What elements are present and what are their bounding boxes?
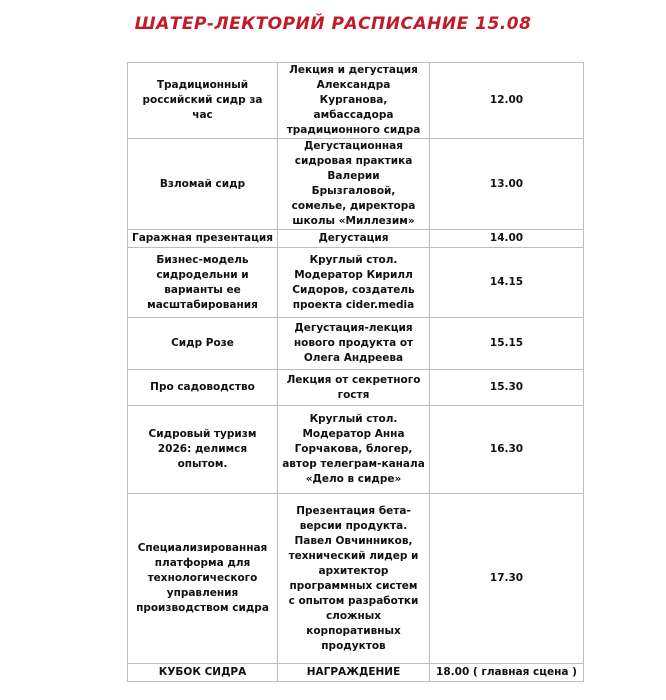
format-cell: Дегустация	[278, 230, 430, 248]
topic-cell: Бизнес-модель сидродельни и варианты ее масштабирования	[128, 248, 278, 318]
time-cell: 12.00	[430, 63, 584, 139]
format-cell: Круглый стол. Модератор Кирилл Сидоров, создатель проекта cider.media	[278, 248, 430, 318]
table-row	[128, 230, 584, 248]
time-cell: 18.00 ( главная сцена )	[430, 664, 584, 682]
format-cell: Дегустационная сидровая практика Валерии Брызгаловой, сомелье, директора школы «Миллезим»	[278, 139, 430, 230]
table-row	[128, 248, 584, 318]
format-cell: Дегустация-лекция нового продукта от Олега Андреева	[278, 318, 430, 370]
time-cell: 17.30	[430, 494, 584, 664]
time-cell: 14.15	[430, 248, 584, 318]
schedule-table	[127, 62, 584, 682]
table-row	[128, 63, 584, 139]
topic-cell: Сидр Розе	[128, 318, 278, 370]
table-row	[128, 370, 584, 406]
format-cell: Презентация бета-версии продукта. Павел Овчинников, технический лидер и архитектор программных систем с опытом разработки сложных корпоративных продуктов	[278, 494, 430, 664]
table-row	[128, 494, 584, 664]
time-cell: 16.30	[430, 406, 584, 494]
table-row	[128, 406, 584, 494]
topic-cell: Специализированная платформа для технологического управления производством сидра	[128, 494, 278, 664]
format-cell: Лекция и дегустация Александра Курганова, амбассадора традиционного сидра	[278, 63, 430, 139]
topic-cell: Гаражная презентация	[128, 230, 278, 248]
time-cell: 15.30	[430, 370, 584, 406]
time-cell: 15.15	[430, 318, 584, 370]
time-cell: 13.00	[430, 139, 584, 230]
topic-cell: Традиционный российский сидр за час	[128, 63, 278, 139]
topic-cell: КУБОК СИДРА	[128, 664, 278, 682]
topic-cell: Взломай сидр	[128, 139, 278, 230]
topic-cell: Сидровый туризм 2026: делимся опытом.	[128, 406, 278, 494]
table-row	[128, 139, 584, 230]
topic-cell: Про садоводство	[128, 370, 278, 406]
table-row	[128, 318, 584, 370]
format-cell: Круглый стол. Модератор Анна Горчакова, блогер, автор телеграм-канала «Дело в сидре»	[278, 406, 430, 494]
format-cell: НАГРАЖДЕНИЕ	[278, 664, 430, 682]
page-title: ШАТЕР-ЛЕКТОРИЙ РАСПИСАНИЕ 15.08	[134, 14, 532, 34]
time-cell: 14.00	[430, 230, 584, 248]
format-cell: Лекция от секретного гостя	[278, 370, 430, 406]
table-row	[128, 664, 584, 682]
